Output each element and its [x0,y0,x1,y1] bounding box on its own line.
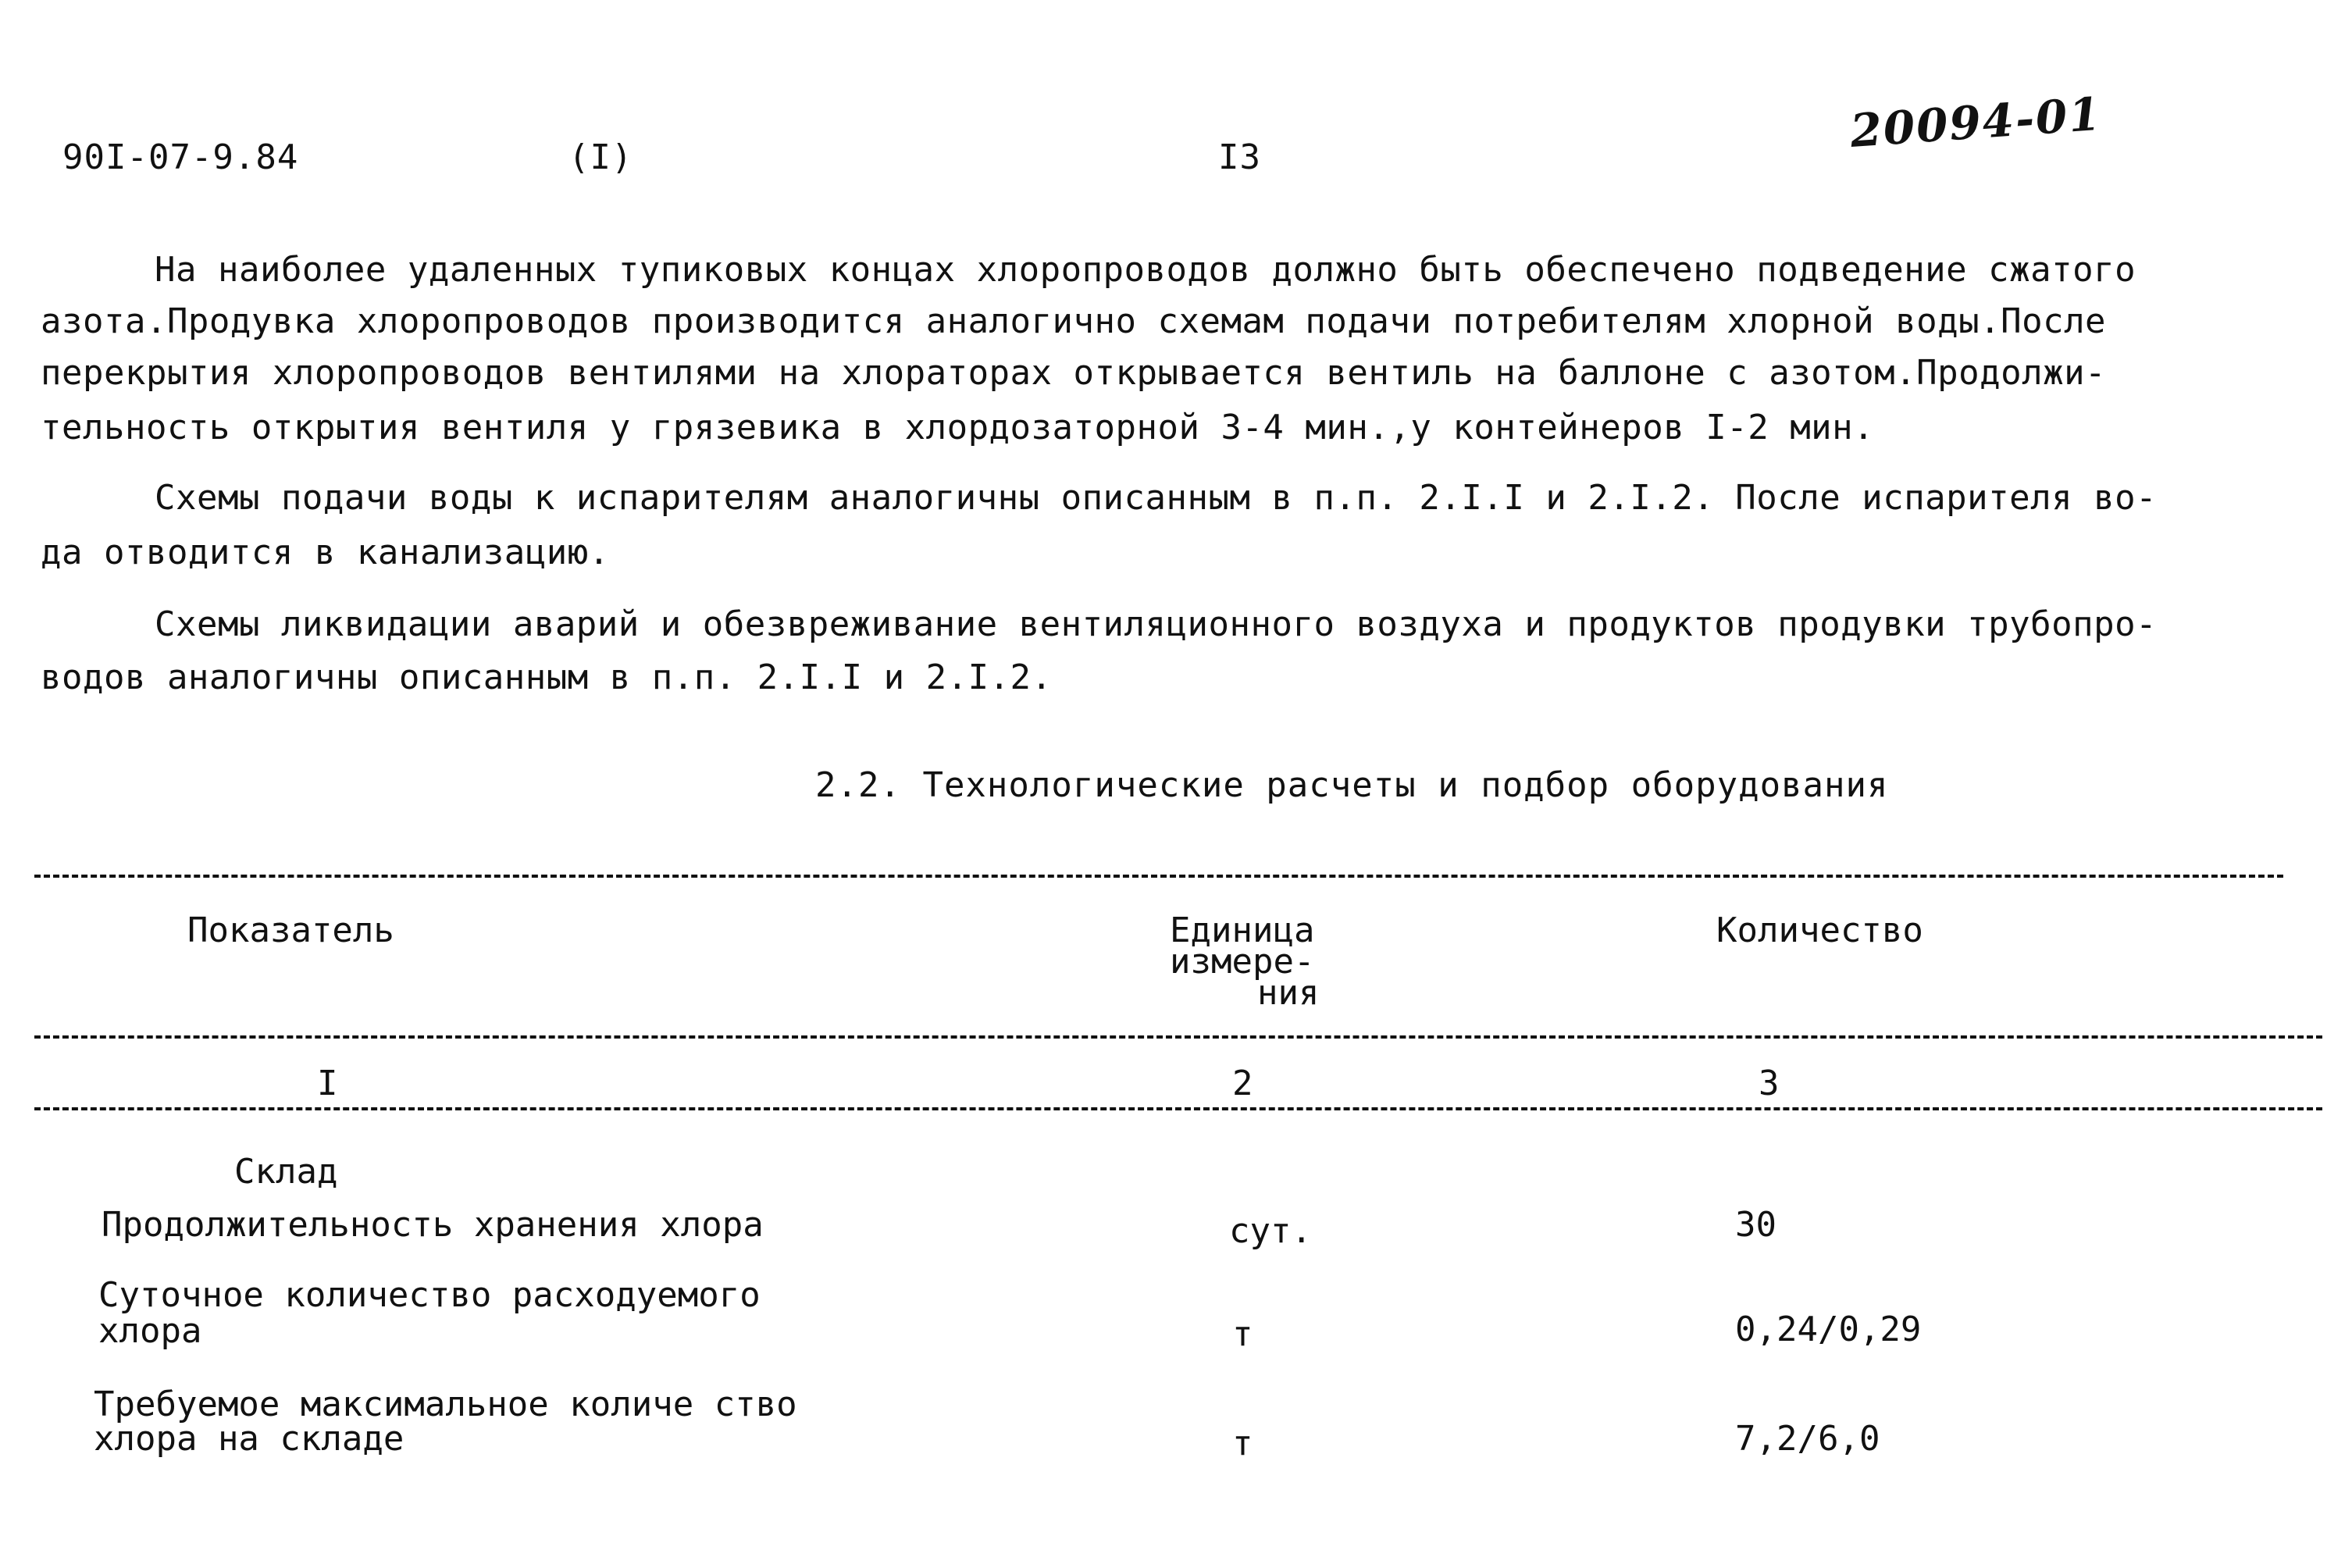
row-indicator: хлора на складе [94,1419,404,1459]
text-line: Схемы ликвидации аварий и обезвреживание вентиляционного воздуха и продуктов продувки трубопро- [155,604,2158,644]
column-number-3: 3 [1759,1064,1780,1103]
row-indicator: Суточное количество расходуемого [98,1275,761,1315]
table-header-rule [34,1035,2322,1039]
row-indicator: Требуемое максимальное количе ство [94,1384,797,1424]
text-line: тельность открытия вентиля у грязевика в хлордозаторной 3-4 мин.,у контейнеров I-2 мин. [41,408,1875,447]
text-line: водов аналогичны описанным в п.п. 2.I.I и 2.I.2. [41,657,1053,697]
column-header-unit-line: ния [1257,973,1320,1013]
text-line: да отводится в канализацию. [41,533,610,572]
page-number: I3 [1218,137,1261,177]
row-quantity: 7,2/6,0 [1735,1419,1880,1459]
row-quantity: 30 [1735,1205,1776,1245]
group-title-warehouse: Склад [234,1152,338,1192]
row-unit: т [1232,1314,1253,1354]
column-number-2: 2 [1232,1064,1253,1103]
text-line: перекрытия хлоропроводов вентилями на хлораторах открывается вентиль на баллоне с азотом.Продолжи- [41,353,2107,393]
row-unit: сут. [1229,1211,1312,1251]
row-indicator: Продолжительность хранения хлора [102,1205,764,1245]
text-line: На наиболее удаленных тупиковых концах хлоропроводов должно быть обеспечено подведение сжатого [155,250,2136,290]
column-header-quantity: Количество [1716,911,1923,950]
table-top-rule [34,875,2283,878]
table-numbering-rule [34,1107,2322,1110]
text-line: Схемы подачи воды к испарителям аналогичны описанным в п.п. 2.I.I и 2.I.2. После испарителя во- [155,478,2158,518]
volume-number: (I) [568,137,633,177]
row-quantity: 0,24/0,29 [1735,1310,1922,1349]
document-code: 90I-07-9.84 [62,137,299,177]
column-header-unit-line: Единица [1170,911,1315,950]
text-line: азота.Продувка хлоропроводов производится аналогично схемам подачи потребителям хлорной воды.После [41,301,2107,341]
column-header-indicator: Показатель [187,911,394,950]
row-indicator: хлора [98,1311,202,1351]
handwritten-registration-number: 20094-01 [1848,87,2104,158]
column-number-1: I [317,1064,338,1103]
section-title: 2.2. Технологические расчеты и подбор оборудования [815,765,1889,805]
row-unit: т [1232,1424,1253,1463]
column-header-unit-line: измере- [1170,942,1315,982]
